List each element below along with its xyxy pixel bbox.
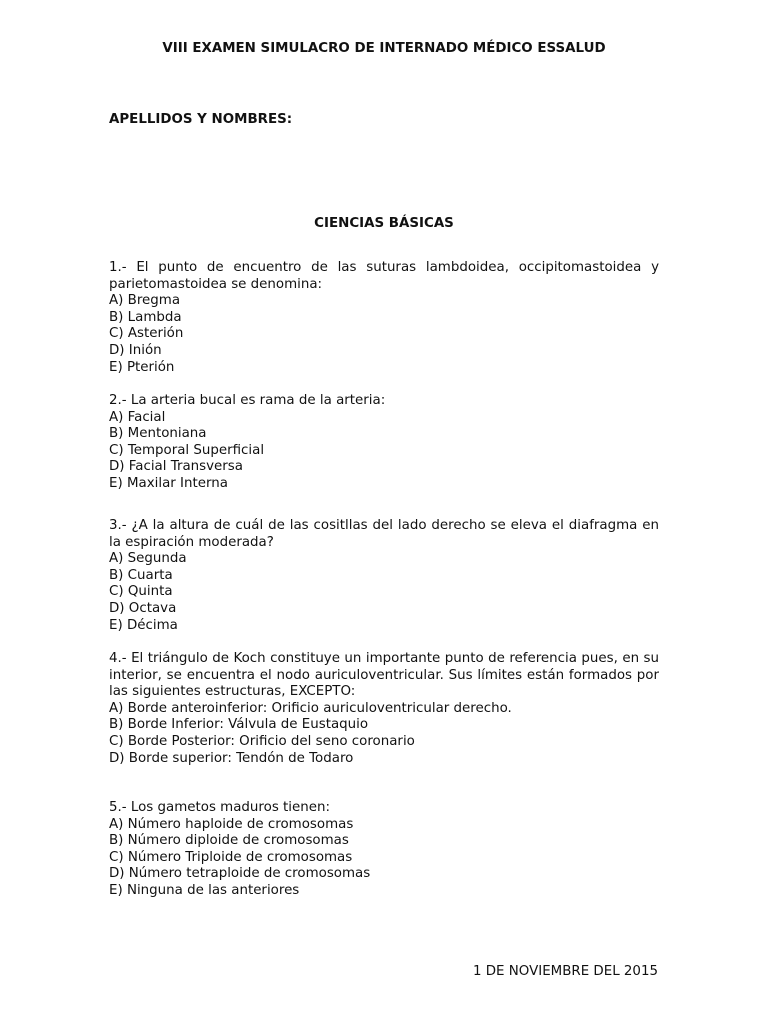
question-2 [109, 393, 659, 493]
answer-option-d: D) Número tetraploide de cromosomas [109, 866, 371, 882]
answer-option-e: E) Maxilar Interna [109, 475, 228, 491]
answer-option-b: B) Número diploide de cromosomas [109, 833, 349, 849]
question-1 [109, 260, 659, 376]
answer-option-b: B) Lambda [109, 309, 182, 325]
answer-option-a: A) Facial [109, 409, 166, 425]
answer-option-e: E) Pterión [109, 359, 175, 375]
answer-option-a: A) Segunda [109, 551, 187, 567]
answer-option-d: D) Inión [109, 342, 162, 358]
answer-option-b: B) Borde Inferior: Válvula de Eustaquio [109, 717, 369, 733]
answer-option-c: C) Número Triploide de cromosomas [109, 849, 353, 865]
answer-option-c: C) Quinta [109, 584, 173, 600]
answer-option-e: E) Décima [109, 617, 178, 633]
answer-option-d: D) Borde superior: Tendón de Todaro [109, 750, 354, 766]
answer-option-c: C) Borde Posterior: Orificio del seno coronario [109, 733, 415, 749]
answer-option-a: A) Bregma [109, 293, 181, 309]
name-field-label: APELLIDOS Y NOMBRES: [109, 112, 293, 127]
answer-option-a: A) Borde anteroinferior: Orificio auriculoventricular derecho. [109, 700, 512, 716]
question-stem: 4.- El triángulo de Koch constituye un importante punto de referencia pues, en su interior, se encuentra el nodo auriculoventricular. Sus límites están formados por las siguientes estructuras, EXCEPTO: [109, 651, 659, 700]
question-stem: 5.- Los gametos maduros tienen: [109, 800, 330, 815]
section-title: CIENCIAS BÁSICAS [314, 216, 454, 231]
answer-option-a: A) Número haploide de cromosomas [109, 816, 354, 832]
question-stem: 1.- El punto de encuentro de las suturas lambdoidea, occipitomastoidea y parietomastoidea se denomina: [109, 260, 659, 292]
answer-option-b: B) Mentoniana [109, 426, 207, 442]
question-5 [109, 800, 659, 900]
answer-option-d: D) Octava [109, 600, 177, 616]
answer-option-c: C) Temporal Superficial [109, 442, 265, 458]
answer-option-d: D) Facial Transversa [109, 459, 243, 475]
exam-title: VIII EXAMEN SIMULACRO DE INTERNADO MÉDICO ESSALUD [162, 41, 606, 56]
question-stem: 2.- La arteria bucal es rama de la arteria: [109, 393, 386, 408]
answer-option-c: C) Asterión [109, 326, 184, 342]
question-4 [109, 651, 659, 767]
exam-date: 1 DE NOVIEMBRE DEL 2015 [472, 964, 658, 979]
question-stem: 3.- ¿A la altura de cuál de las cositllas del lado derecho se eleva el diafragma en la espiración moderada? [109, 518, 659, 550]
question-3 [109, 518, 659, 634]
answer-option-b: B) Cuarta [109, 567, 173, 583]
answer-option-e: E) Ninguna de las anteriores [109, 882, 300, 898]
